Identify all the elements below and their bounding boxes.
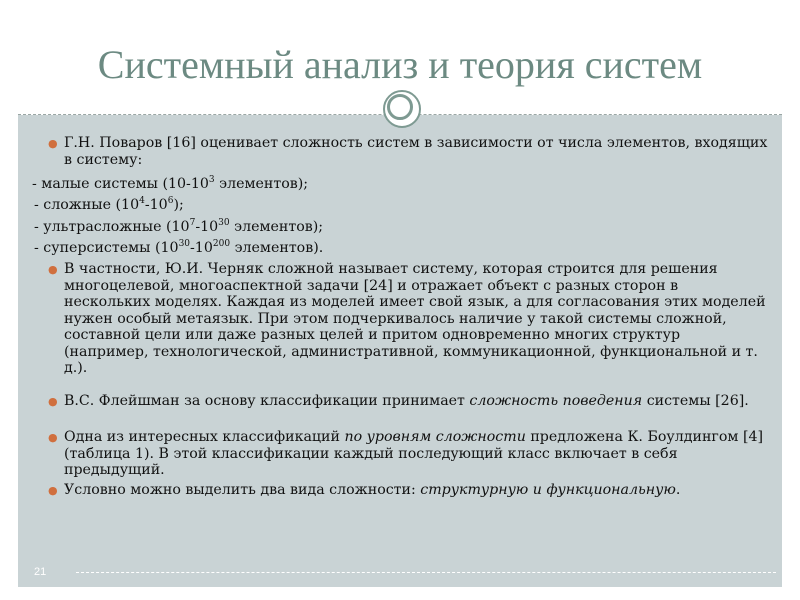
bullet-text: В частности, Ю.И. Черняк сложной называет систему, которая строится для решения многоцелевой, многоаспектной задачи [24] и отражает объект с разных сторон в нескольких моделях. Каждая из моделей имеет свой язык, а для согласования этих моделей нужен особый метаязык. При этом подчеркивалось наличие у такой системы сложной, составной цели или даже разных целей и притом одновременно многих структур (например, технологической, административной, коммуникационной, функциональной и т. д.). <box>64 261 766 376</box>
bullet-icon: ● <box>48 395 58 408</box>
sub-item: - ультрасложные ($10^7-10^{30}$ элементов); <box>34 218 324 235</box>
slide-number: 21 <box>34 566 47 578</box>
bullet-item: ● Одна из интересных классификаций по уровням сложности предложена К. Боулдингом [4] (таблица 1). В этой классификации каждый последующий класс включает в себя предыдущий. <box>48 429 764 478</box>
sub-item: - сложные $(10^4-10^6)$; <box>34 196 184 213</box>
bullet-item: ● В.С. Флейшман за основу классификации принимает сложность поведения системы [26]. <box>48 393 749 409</box>
bullet-item <box>38 261 768 377</box>
footer-divider <box>76 572 776 573</box>
bullet-item: ● Условно можно выделить два вида сложности: структурную и функциональную. <box>48 482 681 498</box>
bullet-item <box>38 135 768 168</box>
sub-item: - суперсистемы ($10^{30}-10^{200}$ элементов). <box>34 239 324 256</box>
slide-title: Системный анализ и теория систем <box>97 42 703 87</box>
bullet-icon: ● <box>48 263 58 276</box>
decorative-inner-circle-icon <box>387 94 413 120</box>
bullet-icon: ● <box>48 137 58 150</box>
slide <box>18 17 782 587</box>
bullet-icon: ● <box>48 484 58 497</box>
bullet-icon: ● <box>48 431 58 444</box>
bullet-text: Г.Н. Поваров [16] оценивает сложность систем в зависимости от числа элементов, входящих в систему: <box>64 135 768 168</box>
sub-item: - малые системы ($10-10^3$ элементов); <box>32 175 309 192</box>
